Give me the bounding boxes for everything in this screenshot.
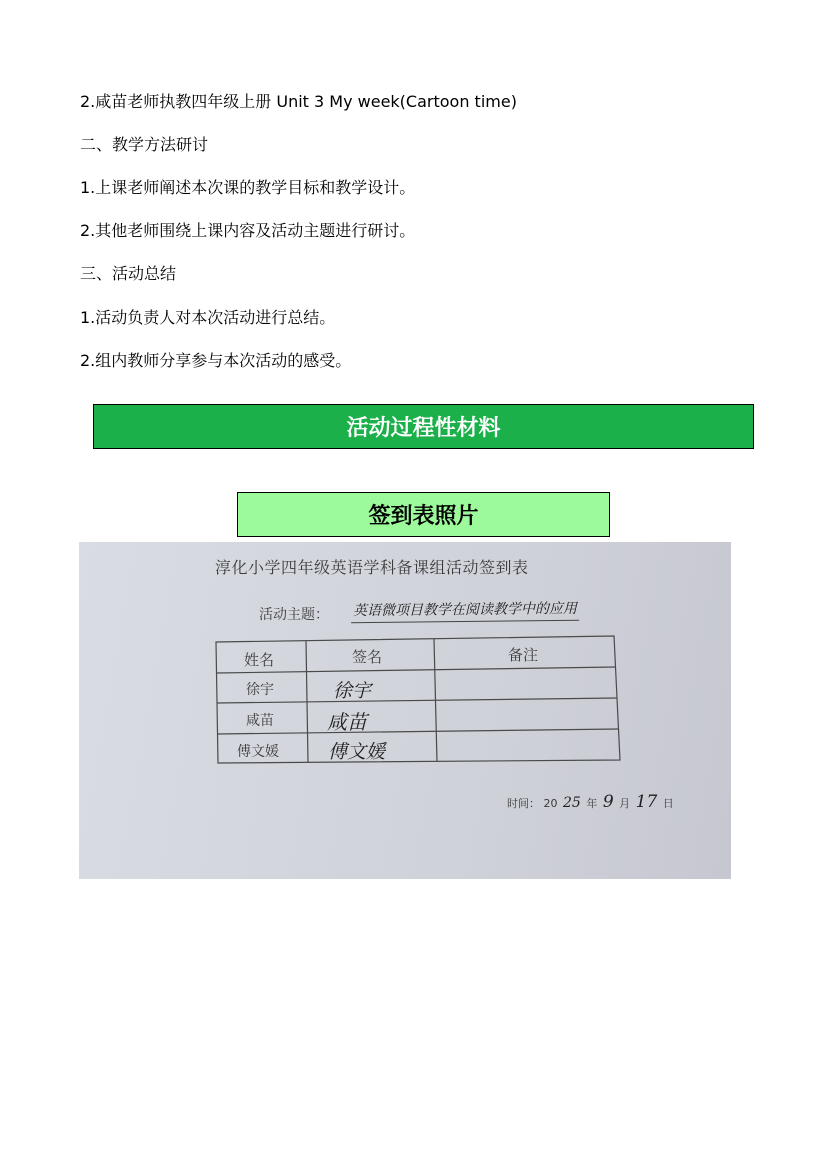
header-signature: 签名: [352, 648, 383, 666]
line-7: 2.组内教师分享参与本次活动的感受。: [80, 351, 352, 370]
line-6: 1.活动负责人对本次活动进行总结。: [80, 308, 336, 327]
date-line: [507, 792, 674, 812]
sheet-title: 淳化小学四年级英语学科备课组活动签到表: [215, 558, 529, 577]
signin-sheet-photo: [79, 542, 731, 879]
row-signature: 咸苗: [327, 710, 367, 734]
heading-teaching-method: 二、教学方法研讨: [80, 135, 209, 154]
date-year-prefix: 20: [543, 797, 558, 810]
date-year-handwritten: 25: [563, 795, 581, 811]
date-year-unit: 年: [586, 797, 598, 810]
header-note: 备注: [508, 646, 539, 664]
row-name: 傅文媛: [237, 744, 279, 760]
heading-summary: 三、活动总结: [80, 264, 177, 283]
row-name: 徐宇: [246, 682, 274, 698]
date-day-unit: 日: [662, 797, 674, 810]
date-label: 时间：: [507, 797, 540, 810]
theme-value-handwritten: 英语微项目教学在阅读教学中的应用: [351, 598, 579, 623]
theme-label: 活动主题：: [259, 607, 329, 623]
row-signature: 徐宇: [333, 680, 372, 702]
row-signature: 傅文媛: [328, 741, 386, 763]
date-day-handwritten: 17: [635, 792, 658, 812]
signin-table-grid: [79, 542, 731, 879]
date-month-handwritten: 9: [602, 792, 614, 812]
header-name: 姓名: [244, 651, 275, 669]
subsection-banner: 签到表照片: [237, 492, 610, 537]
line-1: 2.咸苗老师执教四年级上册 Unit 3 My week(Cartoon time): [80, 92, 517, 111]
line-4: 2.其他老师围绕上课内容及活动主题进行研讨。: [80, 221, 416, 240]
section-banner: 活动过程性材料: [93, 404, 754, 449]
date-month-unit: 月: [619, 797, 631, 810]
line-3: 1.上课老师阐述本次课的教学目标和教学设计。: [80, 178, 416, 197]
row-name: 咸苗: [246, 713, 274, 729]
